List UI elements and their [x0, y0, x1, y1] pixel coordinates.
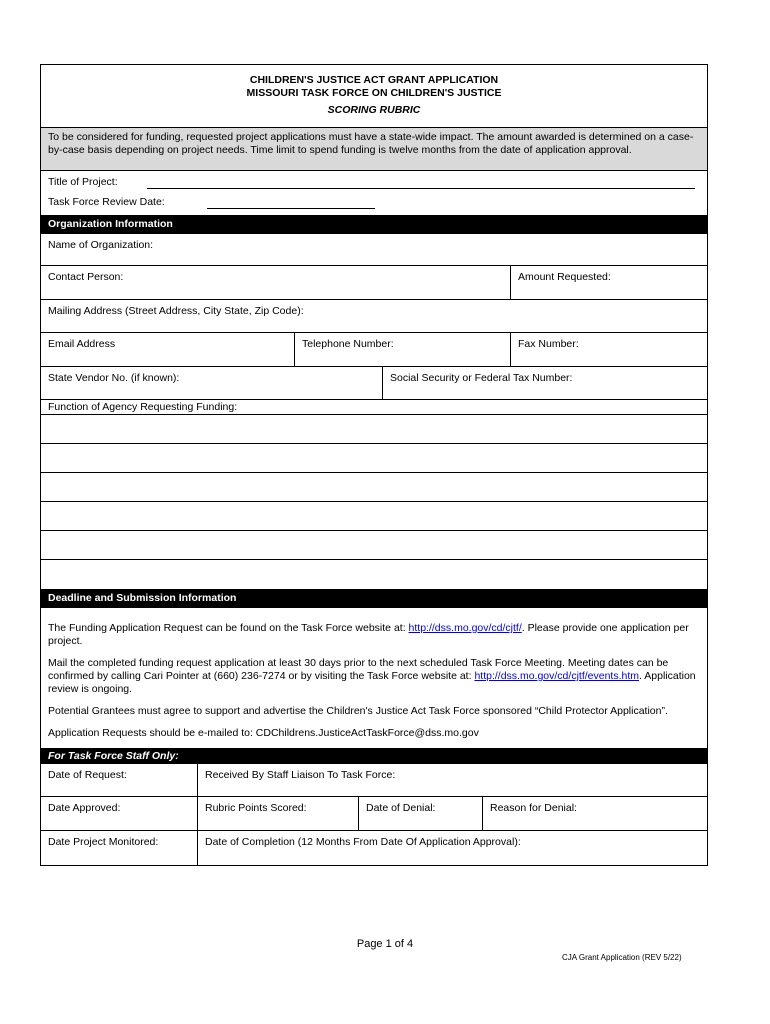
amount-field[interactable] — [511, 266, 707, 299]
email-field[interactable] — [41, 333, 295, 366]
contact-methods-row — [41, 333, 707, 367]
function-line-6[interactable] — [41, 560, 707, 589]
date-denial-label: Date of Denial: — [366, 802, 436, 814]
p1-text-end: . Please provide one application per project. — [48, 622, 689, 647]
rubric-points-field[interactable] — [198, 797, 359, 830]
function-line-2[interactable] — [41, 444, 707, 473]
contact-label: Contact Person: — [48, 271, 124, 283]
deadline-paragraph-1 — [48, 622, 700, 648]
function-line-3[interactable] — [41, 473, 707, 502]
review-date-label: Task Force Review Date: — [48, 196, 165, 208]
staff-row-1 — [41, 764, 707, 797]
function-line-1[interactable] — [41, 415, 707, 444]
vendor-row — [41, 367, 707, 400]
function-row — [41, 400, 707, 415]
review-date-field[interactable] — [207, 208, 375, 209]
p1-text: The Funding Application Request can be found on the Task Force website at: — [48, 622, 409, 634]
review-date-row — [41, 191, 707, 215]
project-title-label: Title of Project: — [48, 176, 118, 188]
staff-row-3 — [41, 831, 707, 865]
form-header — [41, 65, 707, 128]
cjtf-website-link[interactable]: http://dss.mo.gov/cd/cjtf/ — [408, 622, 522, 634]
events-link[interactable]: http://dss.mo.gov/cd/cjtf/events.htm — [474, 670, 640, 682]
address-field[interactable] — [41, 300, 707, 332]
phone-field[interactable] — [295, 333, 511, 366]
deadline-body — [41, 608, 707, 748]
vendor-field[interactable] — [41, 367, 383, 399]
reason-denial-field[interactable] — [483, 797, 707, 830]
amount-label: Amount Requested: — [518, 271, 611, 283]
reason-denial-label: Reason for Denial: — [490, 802, 577, 814]
contact-row — [41, 266, 707, 300]
project-title-field[interactable] — [147, 188, 695, 189]
form-title-line2: MISSOURI TASK FORCE ON CHILDREN'S JUSTICE — [246, 87, 502, 99]
deadline-paragraph-2 — [48, 657, 700, 696]
address-row — [41, 300, 707, 333]
org-name-row — [41, 234, 707, 266]
completion-field[interactable] — [198, 831, 707, 865]
deadline-section-header: Deadline and Submission Information — [41, 589, 707, 608]
received-field[interactable] — [198, 764, 707, 796]
application-form — [40, 64, 708, 866]
org-section-header: Organization Information — [41, 215, 707, 234]
date-request-label: Date of Request: — [48, 769, 127, 781]
deadline-paragraph-3: Potential Grantees must agree to support and advertise the Children's Justice Act Task Force sponsored “Child Protector Application”. — [48, 705, 668, 717]
fax-field[interactable] — [511, 333, 707, 366]
date-request-field[interactable] — [41, 764, 198, 796]
deadline-paragraph-4: Application Requests should be e-mailed to: CDChildrens.JusticeActTaskForce@dss.mo.gov — [48, 727, 479, 739]
date-approved-field[interactable] — [41, 797, 198, 830]
staff-row-2 — [41, 797, 707, 831]
ssn-label: Social Security or Federal Tax Number: — [390, 372, 573, 384]
p2-text-end: . Application review is ongoing. — [48, 670, 696, 695]
function-line-5[interactable] — [41, 531, 707, 560]
staff-section-header: For Task Force Staff Only: — [41, 748, 707, 764]
date-approved-label: Date Approved: — [48, 802, 121, 814]
fax-label: Fax Number: — [518, 338, 579, 350]
date-denial-field[interactable] — [359, 797, 483, 830]
received-label: Received By Staff Liaison To Task Force: — [205, 769, 396, 781]
form-title-line1: CHILDREN'S JUSTICE ACT GRANT APPLICATION — [249, 74, 499, 86]
date-monitored-field[interactable] — [41, 831, 198, 865]
function-label: Function of Agency Requesting Funding: — [48, 401, 238, 413]
project-title-row — [41, 171, 707, 191]
rubric-points-label: Rubric Points Scored: — [205, 802, 307, 814]
ssn-field[interactable] — [383, 367, 707, 399]
contact-field[interactable] — [41, 266, 511, 299]
page-number: Page 1 of 4 — [356, 938, 414, 950]
org-name-field[interactable] — [41, 234, 707, 265]
revision-label: CJA Grant Application (REV 5/22) — [562, 953, 682, 962]
address-label: Mailing Address (Street Address, City State, Zip Code): — [48, 305, 304, 317]
org-name-label: Name of Organization: — [48, 239, 154, 251]
phone-label: Telephone Number: — [302, 338, 394, 350]
completion-label: Date of Completion (12 Months From Date Of Application Approval): — [205, 836, 521, 848]
email-label: Email Address — [48, 338, 116, 350]
form-subtitle: SCORING RUBRIC — [327, 104, 421, 116]
p2-text: Mail the completed funding request application at least 30 days prior to the next scheduled Task Force Meeting. Meeting dates can be confirmed by calling Cari Pointer at (660) 236-7274 or by visiting the Task Force website at: — [48, 657, 669, 682]
vendor-label: State Vendor No. (if known): — [48, 372, 180, 384]
function-line-4[interactable] — [41, 502, 707, 531]
intro-text: To be considered for funding, requested project applications must have a state-wide impact. The amount awarded is determined on a case-by-case basis depending on project needs. Time limit to spend funding is twelve months from the date of application approval. — [41, 128, 707, 171]
date-monitored-label: Date Project Monitored: — [48, 836, 159, 848]
